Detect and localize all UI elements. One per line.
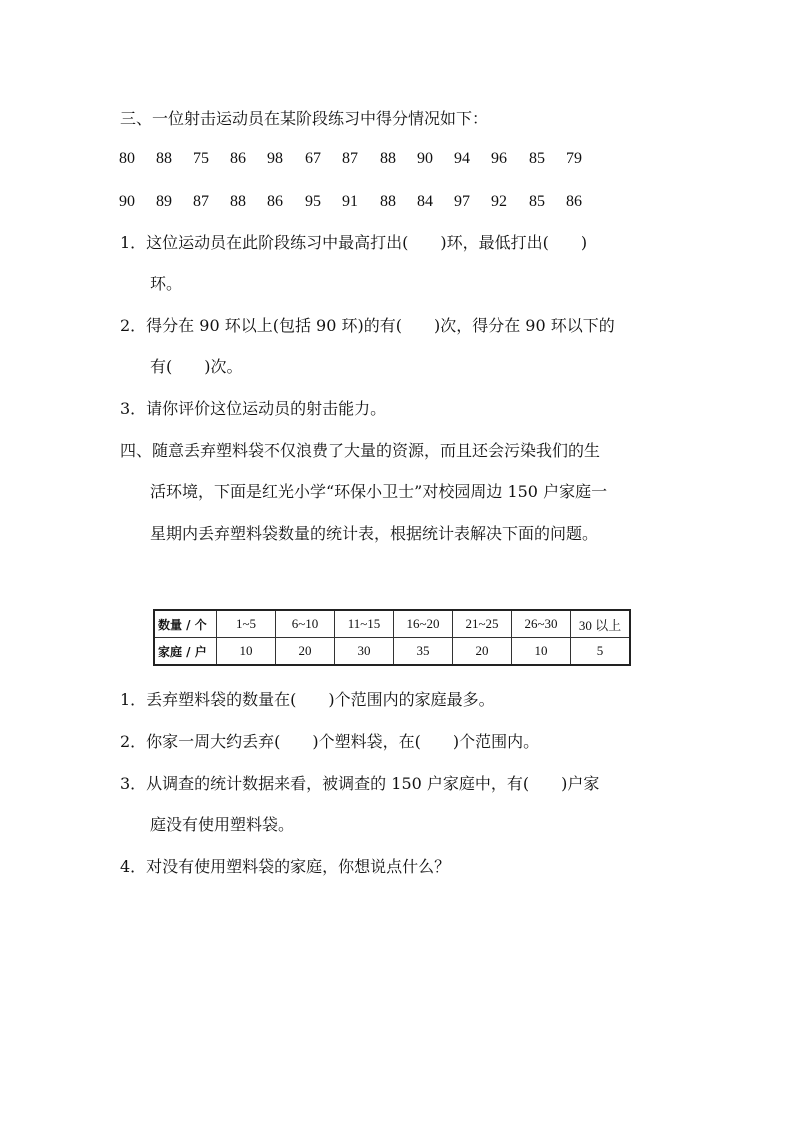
score: 95 <box>305 193 321 210</box>
row-header-quantity: 数量 / 个 <box>154 610 217 638</box>
section-3-question-1-cont: 环。 <box>150 274 183 293</box>
score: 79 <box>566 150 582 167</box>
table-cell: 35 <box>394 638 453 666</box>
table-cell: 20 <box>453 638 512 666</box>
score: 90 <box>119 193 135 210</box>
table-cell: 1~5 <box>217 610 276 638</box>
score: 75 <box>193 150 209 167</box>
section-4-question-3-cont: 庭没有使用塑料袋。 <box>150 815 295 834</box>
section-3-question-2: 2．得分在 90 环以上(包括 90 环)的有( )次，得分在 90 环以下的 <box>120 316 615 335</box>
plastic-bag-stats-table <box>153 609 631 666</box>
score: 90 <box>417 150 433 167</box>
section-3-question-2-cont: 有( )次。 <box>150 357 243 376</box>
section-4-question-3: 3．从调查的统计数据来看，被调查的 150 户家庭中，有( )户家 <box>120 774 600 793</box>
score: 85 <box>529 150 545 167</box>
score: 86 <box>566 193 582 210</box>
table-cell: 30 <box>335 638 394 666</box>
score: 67 <box>305 150 321 167</box>
score: 85 <box>529 193 545 210</box>
row-header-households: 家庭 / 户 <box>154 638 217 666</box>
table-row <box>154 610 630 638</box>
score: 97 <box>454 193 470 210</box>
table-cell: 21~25 <box>453 610 512 638</box>
score: 88 <box>156 150 172 167</box>
table-cell: 26~30 <box>512 610 571 638</box>
table-cell: 16~20 <box>394 610 453 638</box>
table-cell: 10 <box>217 638 276 666</box>
section-4-question-2: 2．你家一周大约丢弃( )个塑料袋，在( )个范围内。 <box>120 732 540 751</box>
section-4-title-cont-1: 活环境，下面是红光小学“环保小卫士”对校园周边 150 户家庭一 <box>150 482 608 501</box>
table-cell: 10 <box>512 638 571 666</box>
score: 88 <box>380 193 396 210</box>
section-3-question-3: 3．请你评价这位运动员的射击能力。 <box>120 399 387 418</box>
table-cell: 20 <box>276 638 335 666</box>
table-cell: 5 <box>571 638 631 666</box>
score: 94 <box>454 150 470 167</box>
score: 89 <box>156 193 172 210</box>
score: 86 <box>230 150 246 167</box>
score: 87 <box>193 193 209 210</box>
score: 87 <box>342 150 358 167</box>
score: 84 <box>417 193 433 210</box>
section-4-title: 四、随意丢弃塑料袋不仅浪费了大量的资源，而且还会污染我们的生 <box>120 441 601 460</box>
section-4-title-cont-2: 星期内丢弃塑料袋数量的统计表，根据统计表解决下面的问题。 <box>150 524 599 543</box>
section-3-question-1: 1．这位运动员在此阶段练习中最高打出( )环，最低打出( ) <box>120 233 588 252</box>
section-4-question-4: 4．对没有使用塑料袋的家庭，你想说点什么？ <box>120 857 451 876</box>
score: 98 <box>267 150 283 167</box>
table-cell: 6~10 <box>276 610 335 638</box>
score: 88 <box>380 150 396 167</box>
score: 91 <box>342 193 358 210</box>
score: 88 <box>230 193 246 210</box>
score: 80 <box>119 150 135 167</box>
table-row <box>154 638 630 666</box>
table-cell: 11~15 <box>335 610 394 638</box>
table-cell: 30 以上 <box>571 610 631 638</box>
score: 92 <box>491 193 507 210</box>
section-4-question-1: 1．丢弃塑料袋的数量在( )个范围内的家庭最多。 <box>120 690 495 709</box>
section-3-title: 三、一位射击运动员在某阶段练习中得分情况如下： <box>120 109 489 128</box>
score: 86 <box>267 193 283 210</box>
score: 96 <box>491 150 507 167</box>
